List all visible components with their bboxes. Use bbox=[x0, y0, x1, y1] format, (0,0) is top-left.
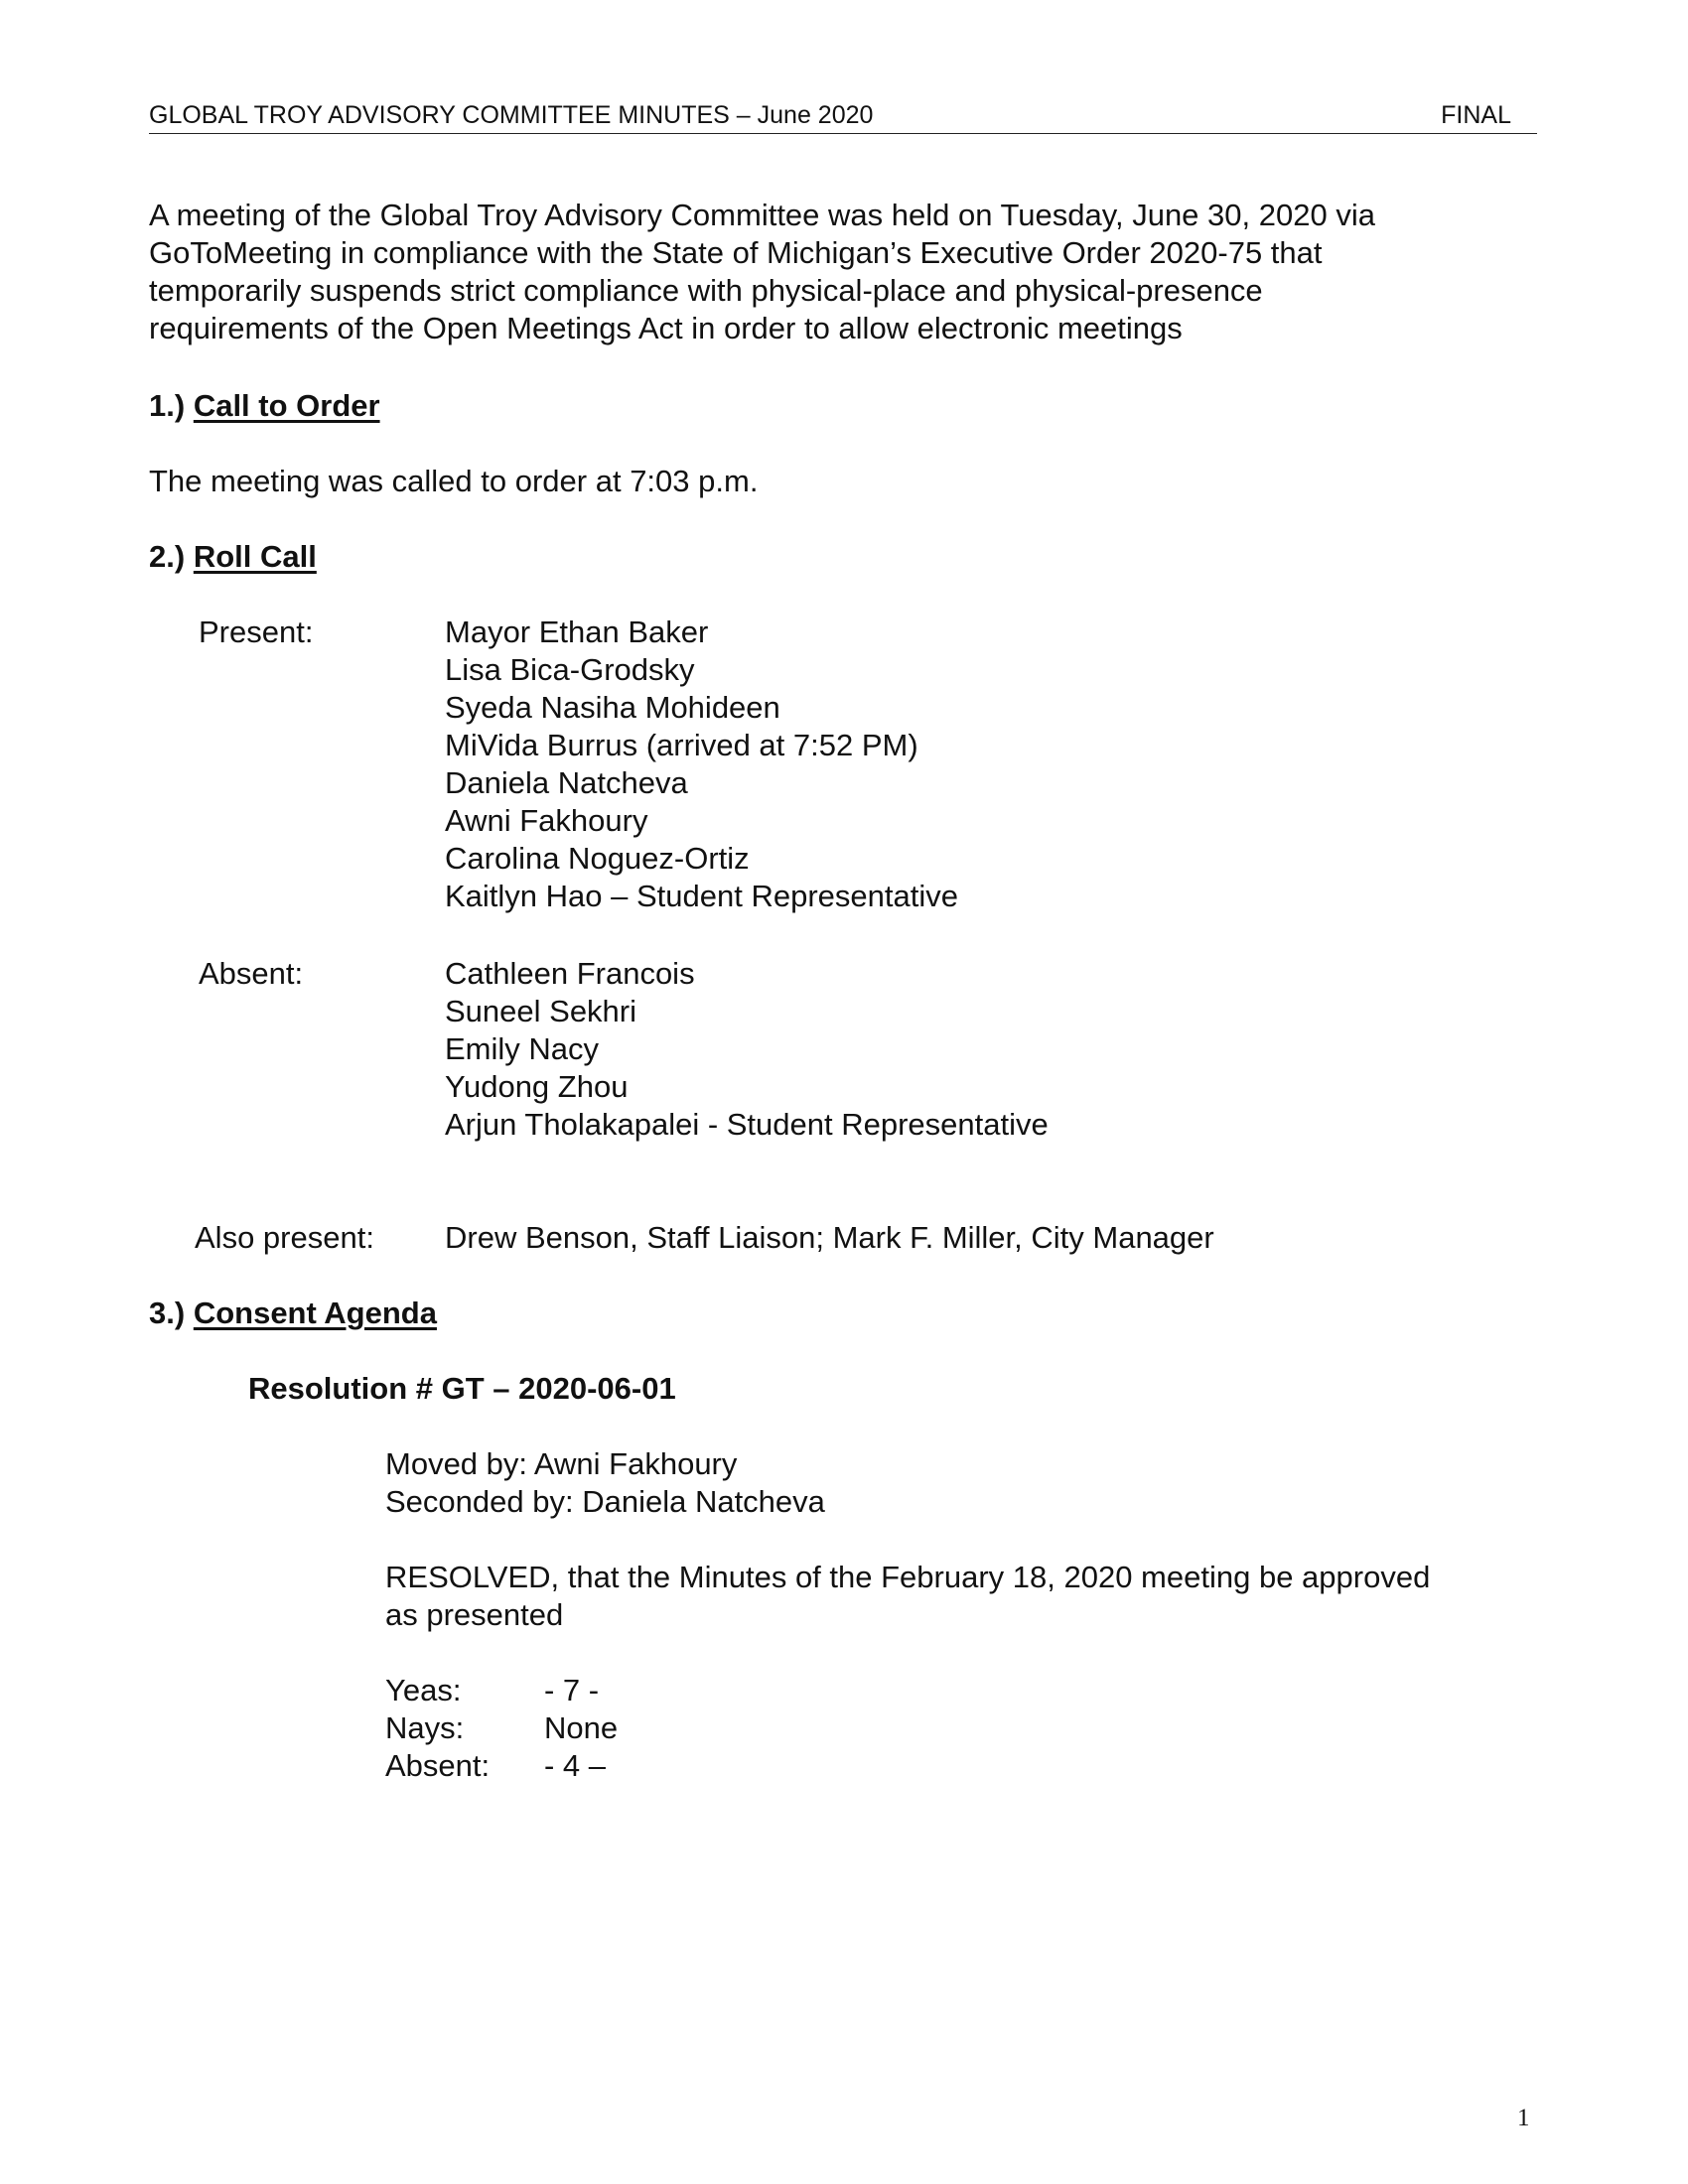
vote-value: None bbox=[544, 1710, 619, 1745]
section-title: Roll Call bbox=[193, 539, 317, 574]
section-number: 2.) bbox=[149, 539, 186, 574]
section-heading-call-to-order bbox=[149, 387, 380, 425]
intro-paragraph bbox=[149, 197, 1539, 347]
header-title: GLOBAL TROY ADVISORY COMMITTEE MINUTES – June 2020 bbox=[149, 101, 874, 129]
list-item: Awni Fakhoury bbox=[445, 803, 648, 838]
list-item: Emily Nacy bbox=[445, 1031, 600, 1066]
intro-line: temporarily suspends strict compliance with physical-place and physical-presence bbox=[149, 273, 1263, 308]
vote-row-nays bbox=[385, 1709, 782, 1747]
absent-label: Absent: bbox=[199, 956, 304, 991]
intro-line: A meeting of the Global Troy Advisory Committee was held on Tuesday, June 30, 2020 via bbox=[149, 198, 1375, 232]
list-item: Cathleen Francois bbox=[445, 956, 695, 991]
resolved-text bbox=[385, 1559, 1430, 1634]
call-to-order-text: The meeting was called to order at 7:03 p.m. bbox=[149, 464, 759, 498]
resolved-line: as presented bbox=[385, 1597, 564, 1632]
vote-tally bbox=[385, 1672, 782, 1785]
page-header bbox=[149, 97, 1537, 134]
resolved-line: RESOLVED, that the Minutes of the February 18, 2020 meeting be approved bbox=[385, 1560, 1431, 1594]
section-number: 3.) bbox=[149, 1296, 186, 1330]
header-status: FINAL bbox=[1441, 101, 1511, 129]
list-item: Arjun Tholakapalei - Student Representative bbox=[445, 1107, 1049, 1142]
section-title: Call to Order bbox=[193, 388, 380, 423]
list-item: Kaitlyn Hao – Student Representative bbox=[445, 879, 958, 913]
list-item: Suneel Sekhri bbox=[445, 994, 637, 1028]
vote-value: - 7 - bbox=[544, 1673, 600, 1707]
list-item: Yudong Zhou bbox=[445, 1069, 629, 1104]
vote-row-absent bbox=[385, 1747, 782, 1785]
seconded-by: Seconded by: Daniela Natcheva bbox=[385, 1484, 825, 1519]
list-item: Daniela Natcheva bbox=[445, 765, 688, 800]
list-item: Syeda Nasiha Mohideen bbox=[445, 690, 780, 725]
vote-label: Absent: bbox=[385, 1748, 491, 1783]
list-item: Lisa Bica-Grodsky bbox=[445, 652, 695, 687]
vote-label: Nays: bbox=[385, 1710, 465, 1745]
section-heading-roll-call bbox=[149, 538, 317, 576]
list-item: Carolina Noguez-Ortiz bbox=[445, 841, 750, 876]
present-list bbox=[445, 614, 958, 915]
section-title: Consent Agenda bbox=[193, 1296, 437, 1330]
page-number: 1 bbox=[1517, 2105, 1530, 2131]
resolution-number: Resolution # GT – 2020-06-01 bbox=[248, 1371, 676, 1406]
absent-list bbox=[445, 955, 1049, 1144]
also-present-text: Drew Benson, Staff Liaison; Mark F. Miller, City Manager bbox=[445, 1220, 1214, 1255]
intro-line: requirements of the Open Meetings Act in order to allow electronic meetings bbox=[149, 311, 1183, 345]
intro-line: GoToMeeting in compliance with the State of Michigan’s Executive Order 2020-75 that bbox=[149, 235, 1323, 270]
vote-value: - 4 – bbox=[544, 1748, 607, 1783]
present-label: Present: bbox=[199, 614, 314, 649]
section-heading-consent-agenda bbox=[149, 1295, 437, 1332]
section-number: 1.) bbox=[149, 388, 186, 423]
vote-label: Yeas: bbox=[385, 1673, 462, 1707]
also-present-label: Also present: bbox=[195, 1220, 374, 1255]
list-item: Mayor Ethan Baker bbox=[445, 614, 709, 649]
vote-row-yeas bbox=[385, 1672, 782, 1709]
list-item: MiVida Burrus (arrived at 7:52 PM) bbox=[445, 728, 918, 762]
moved-by: Moved by: Awni Fakhoury bbox=[385, 1446, 738, 1481]
